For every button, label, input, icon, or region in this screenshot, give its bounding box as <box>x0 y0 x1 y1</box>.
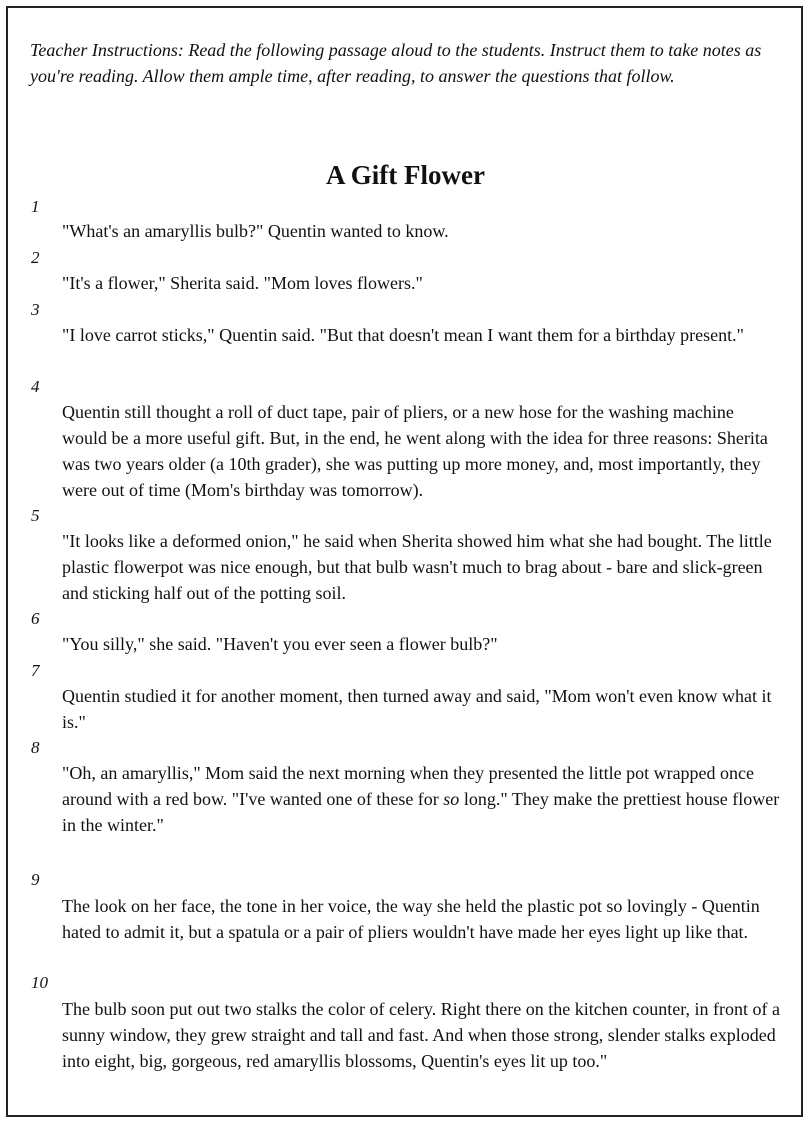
paragraph-number-5: 5 <box>31 506 40 525</box>
paragraph-1: "What's an amaryllis bulb?" Quentin wanted to know. <box>62 221 449 241</box>
paragraph-8 <box>62 760 780 838</box>
paragraph-9: The look on her face, the tone in her voice, the way she held the plastic pot so lovingly - Quentin hated to admit it, but a spatula or a pair of pliers wouldn't have made her eyes light up like that. <box>62 896 760 942</box>
paragraph-5: "It looks like a deformed onion," he said when Sherita showed him what she had bought. The little plastic flowerpot was nice enough, but that bulb wasn't much to brag about - bare and slick-green and sticking half out of the potting soil. <box>62 531 772 603</box>
paragraph-10: The bulb soon put out two stalks the color of celery. Right there on the kitchen counter, in front of a sunny window, they grew straight and tall and fast. And when those strong, slender stalks exploded into eight, big, gorgeous, red amaryllis blossoms, Quentin's eyes lit up too." <box>62 999 780 1071</box>
paragraph-number-7: 7 <box>31 661 40 680</box>
paragraph-number-6: 6 <box>31 609 40 628</box>
paragraph-6: "You silly," she said. "Haven't you ever seen a flower bulb?" <box>62 634 498 654</box>
paragraph-number-1: 1 <box>31 197 40 216</box>
paragraph-3: "I love carrot sticks," Quentin said. "But that doesn't mean I want them for a birthday present." <box>62 325 744 345</box>
paragraph-number-10: 10 <box>31 973 48 992</box>
paragraph-8-part-2: long." They make the prettiest house flower in the winter." <box>62 789 780 835</box>
teacher-instructions: Teacher Instructions: Read the following passage aloud to the students. Instruct them to take notes as you're reading. Allow them ample time, after reading, to answer the questions that follow. <box>30 40 762 86</box>
paragraph-number-8: 8 <box>31 738 40 757</box>
paragraph-8-part-1: "Oh, an amaryllis," Mom said the next morning when they presented the little pot wrapped once around with a red bow. "I've wanted one of these for <box>62 763 755 809</box>
paragraph-4: Quentin still thought a roll of duct tape, pair of pliers, or a new hose for the washing machine would be a more useful gift. But, in the end, he went along with the idea for three reasons: Sherita was two years older (a 10th grader), she was putting up more money, and, most importantly, they were out of time (Mom's birthday was tomorrow). <box>62 402 768 500</box>
paragraph-8-emphasis: so <box>443 789 460 809</box>
paragraph-number-9: 9 <box>31 870 40 889</box>
paragraph-number-2: 2 <box>31 248 40 267</box>
paragraph-number-3: 3 <box>31 300 40 319</box>
paragraph-7: Quentin studied it for another moment, then turned away and said, "Mom won't even know what it is." <box>62 686 772 732</box>
paragraph-number-4: 4 <box>31 377 40 396</box>
passage-title: A Gift Flower <box>326 160 485 190</box>
paragraph-2: "It's a flower," Sherita said. "Mom loves flowers." <box>62 273 423 293</box>
